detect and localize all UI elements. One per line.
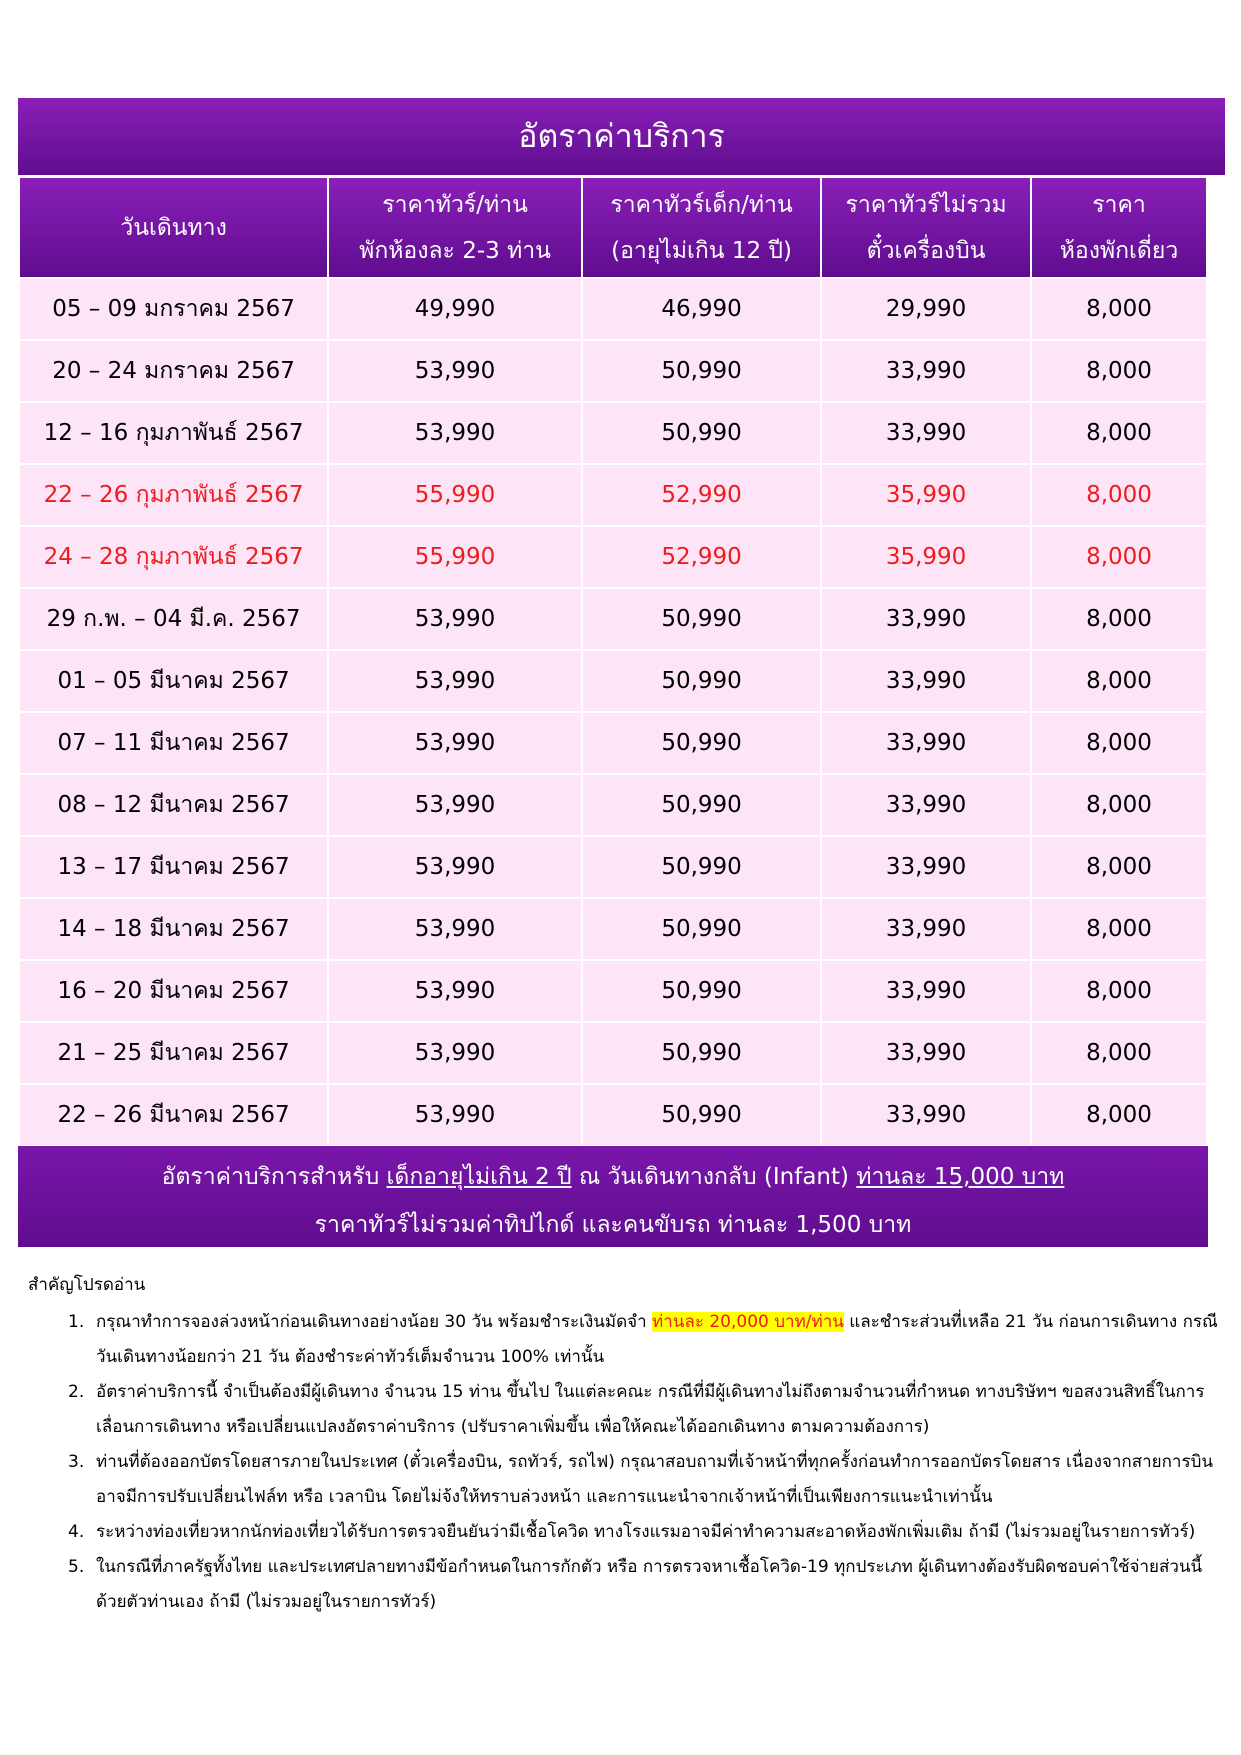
cell-no-flight-price: 33,990 xyxy=(821,836,1031,898)
cell-no-flight-price: 29,990 xyxy=(821,278,1031,340)
header-single-room-price: ราคา ห้องพักเดี่ยว xyxy=(1031,177,1207,278)
cell-no-flight-price: 35,990 xyxy=(821,526,1031,588)
cell-travel-date: 07 – 11 มีนาคม 2567 xyxy=(19,712,328,774)
cell-child-price: 50,990 xyxy=(582,836,821,898)
important-notes xyxy=(28,1268,1218,1620)
cell-adult-price: 53,990 xyxy=(328,960,582,1022)
header-adult-price: ราคาทัวร์/ท่าน พักห้องละ 2-3 ท่าน xyxy=(328,177,582,278)
cell-child-price: 50,990 xyxy=(582,960,821,1022)
cell-adult-price: 53,990 xyxy=(328,650,582,712)
cell-travel-date: 22 – 26 กุมภาพันธ์ 2567 xyxy=(19,464,328,526)
cell-single-room-price: 8,000 xyxy=(1031,898,1207,960)
cell-no-flight-price: 35,990 xyxy=(821,464,1031,526)
cell-no-flight-price: 33,990 xyxy=(821,712,1031,774)
cell-single-room-price: 8,000 xyxy=(1031,712,1207,774)
note-number: 5. xyxy=(68,1557,85,1577)
note-item xyxy=(28,1305,1218,1375)
cell-travel-date: 12 – 16 กุมภาพันธ์ 2567 xyxy=(19,402,328,464)
cell-single-room-price: 8,000 xyxy=(1031,960,1207,1022)
cell-child-price: 50,990 xyxy=(582,712,821,774)
table-row xyxy=(19,898,1207,960)
cell-travel-date: 24 – 28 กุมภาพันธ์ 2567 xyxy=(19,526,328,588)
header-child-price: ราคาทัวร์เด็ก/ท่าน (อายุไม่เกิน 12 ปี) xyxy=(582,177,821,278)
cell-travel-date: 08 – 12 มีนาคม 2567 xyxy=(19,774,328,836)
cell-travel-date: 29 ก.พ. – 04 มี.ค. 2567 xyxy=(19,588,328,650)
note-text: อัตราค่าบริการนี้ จำเป็นต้องมีผู้เดินทาง จำนวน 15 ท่าน ขึ้นไป ในแต่ละคณะ กรณีที่มีผู้เดินทางไม่ถึงตามจำนวนที่กำหนด ทางบริษัทฯ ขอสงวนสิทธิ์ในการเลื่อนการเดินทาง หรือเปลี่ยนแปลงอัตราค่าบริการ (ปรับราคาเพิ่มขึ้น เพื่อให้คณะได้ออกเดินทาง ตามความต้องการ) xyxy=(96,1382,1205,1437)
table-row xyxy=(19,960,1207,1022)
cell-single-room-price: 8,000 xyxy=(1031,464,1207,526)
table-row xyxy=(19,588,1207,650)
note-highlight: ท่านละ 20,000 บาท/ท่าน xyxy=(652,1312,844,1332)
table-row xyxy=(19,1084,1207,1146)
cell-child-price: 50,990 xyxy=(582,650,821,712)
note-item xyxy=(28,1550,1218,1620)
cell-single-room-price: 8,000 xyxy=(1031,1022,1207,1084)
cell-child-price: 52,990 xyxy=(582,526,821,588)
cell-child-price: 50,990 xyxy=(582,1084,821,1146)
note-text-cont: และชำระส่วนที่เหลือ 21 วัน ก่อนการเดินทาง กรณีวันเดินทางน้อยกว่า 21 วัน ต้องชำระค่าทัวร์เต็มจำนวน 100% เท่านั้น xyxy=(96,1312,1218,1367)
cell-adult-price: 53,990 xyxy=(328,836,582,898)
note-text: ท่านที่ต้องออกบัตรโดยสารภายในประเทศ (ตั๋วเครื่องบิน, รถทัวร์, รถไฟ) กรุณาสอบถามที่เจ้าหน้าที่ทุกครั้งก่อนทำการออกบัตรโดยสาร เนื่องจากสายการบินอาจมีการปรับเปลี่ยนไฟล์ท หรือ เวลาบิน โดยไม่จ้งให้ทราบล่วงหน้า และการแนะนำจากเจ้าหน้าที่เป็นเพียงการแนะนำเท่านั้น xyxy=(96,1452,1213,1507)
note-text: กรุณาทำการจองล่วงหน้าก่อนเดินทางอย่างน้อย 30 วัน พร้อมชำระเงินมัดจำ xyxy=(96,1312,653,1332)
cell-adult-price: 53,990 xyxy=(328,1022,582,1084)
price-table xyxy=(18,176,1208,1147)
cell-travel-date: 05 – 09 มกราคม 2567 xyxy=(19,278,328,340)
infant-rate-line: อัตราค่าบริการสำหรับ เด็กอายุไม่เกิน 2 ปี ณ วันเดินทางกลับ (Infant) ท่านละ 15,000 บาท xyxy=(161,1164,1065,1190)
cell-adult-price: 55,990 xyxy=(328,526,582,588)
price-table-title: อัตราค่าบริการ xyxy=(18,98,1225,175)
cell-adult-price: 49,990 xyxy=(328,278,582,340)
cell-child-price: 50,990 xyxy=(582,402,821,464)
cell-travel-date: 21 – 25 มีนาคม 2567 xyxy=(19,1022,328,1084)
cell-adult-price: 53,990 xyxy=(328,588,582,650)
cell-single-room-price: 8,000 xyxy=(1031,650,1207,712)
cell-single-room-price: 8,000 xyxy=(1031,402,1207,464)
cell-single-room-price: 8,000 xyxy=(1031,588,1207,650)
cell-child-price: 52,990 xyxy=(582,464,821,526)
cell-single-room-price: 8,000 xyxy=(1031,278,1207,340)
cell-travel-date: 20 – 24 มกราคม 2567 xyxy=(19,340,328,402)
table-row xyxy=(19,340,1207,402)
note-text: ระหว่างท่องเที่ยวหากนักท่องเที่ยวได้รับการตรวจยืนยันว่ามีเชื้อโควิด ทางโรงแรมอาจมีค่าทำความสะอาดห้องพักเพิ่มเติม ถ้ามี (ไม่รวมอยู่ในรายการทัวร์) xyxy=(96,1522,1196,1542)
note-number: 4. xyxy=(68,1522,85,1542)
cell-child-price: 50,990 xyxy=(582,898,821,960)
cell-adult-price: 53,990 xyxy=(328,774,582,836)
header-no-flight-price: ราคาทัวร์ไม่รวม ตั๋วเครื่องบิน xyxy=(821,177,1031,278)
table-row xyxy=(19,774,1207,836)
notes-list xyxy=(28,1305,1218,1620)
cell-adult-price: 53,990 xyxy=(328,712,582,774)
table-row xyxy=(19,464,1207,526)
table-row xyxy=(19,836,1207,898)
cell-travel-date: 13 – 17 มีนาคม 2567 xyxy=(19,836,328,898)
note-number: 3. xyxy=(68,1452,85,1472)
cell-no-flight-price: 33,990 xyxy=(821,774,1031,836)
note-number: 2. xyxy=(68,1382,85,1402)
cell-travel-date: 14 – 18 มีนาคม 2567 xyxy=(19,898,328,960)
cell-adult-price: 53,990 xyxy=(328,1084,582,1146)
cell-travel-date: 01 – 05 มีนาคม 2567 xyxy=(19,650,328,712)
cell-no-flight-price: 33,990 xyxy=(821,1084,1031,1146)
cell-travel-date: 16 – 20 มีนาคม 2567 xyxy=(19,960,328,1022)
cell-adult-price: 53,990 xyxy=(328,402,582,464)
table-row xyxy=(19,526,1207,588)
table-row xyxy=(19,402,1207,464)
cell-single-room-price: 8,000 xyxy=(1031,526,1207,588)
cell-no-flight-price: 33,990 xyxy=(821,402,1031,464)
note-item xyxy=(28,1445,1218,1515)
cell-single-room-price: 8,000 xyxy=(1031,340,1207,402)
cell-single-room-price: 8,000 xyxy=(1031,836,1207,898)
price-table-footer xyxy=(18,1146,1208,1247)
notes-heading: สำคัญโปรดอ่าน xyxy=(28,1275,146,1295)
table-row xyxy=(19,650,1207,712)
table-row xyxy=(19,712,1207,774)
cell-child-price: 46,990 xyxy=(582,278,821,340)
cell-child-price: 50,990 xyxy=(582,340,821,402)
cell-no-flight-price: 33,990 xyxy=(821,898,1031,960)
note-text: ในกรณีที่ภาครัฐทั้งไทย และประเทศปลายทางมีข้อกำหนดในการกักตัว หรือ การตรวจหาเชื้อโควิด-19 ทุกประเภท ผู้เดินทางต้องรับผิดชอบค่าใช้จ่ายส่วนนี้ด้วยตัวท่านเอง ถ้ามี (ไม่รวมอยู่ในรายการทัวร์) xyxy=(96,1557,1203,1612)
cell-child-price: 50,990 xyxy=(582,1022,821,1084)
cell-adult-price: 53,990 xyxy=(328,340,582,402)
cell-adult-price: 55,990 xyxy=(328,464,582,526)
note-number: 1. xyxy=(68,1312,85,1332)
cell-child-price: 50,990 xyxy=(582,588,821,650)
cell-adult-price: 53,990 xyxy=(328,898,582,960)
cell-child-price: 50,990 xyxy=(582,774,821,836)
note-item xyxy=(28,1515,1218,1550)
cell-travel-date: 22 – 26 มีนาคม 2567 xyxy=(19,1084,328,1146)
cell-no-flight-price: 33,990 xyxy=(821,960,1031,1022)
note-item xyxy=(28,1375,1218,1445)
cell-no-flight-price: 33,990 xyxy=(821,588,1031,650)
cell-no-flight-price: 33,990 xyxy=(821,650,1031,712)
cell-single-room-price: 8,000 xyxy=(1031,774,1207,836)
cell-no-flight-price: 33,990 xyxy=(821,340,1031,402)
table-row xyxy=(19,278,1207,340)
cell-no-flight-price: 33,990 xyxy=(821,1022,1031,1084)
table-row xyxy=(19,1022,1207,1084)
cell-single-room-price: 8,000 xyxy=(1031,1084,1207,1146)
tip-note-line: ราคาทัวร์ไม่รวมค่าทิปไกด์ และคนขับรถ ท่านละ 1,500 บาท xyxy=(314,1212,912,1238)
header-travel-date: วันเดินทาง xyxy=(19,177,328,278)
table-header-row xyxy=(19,177,1207,278)
